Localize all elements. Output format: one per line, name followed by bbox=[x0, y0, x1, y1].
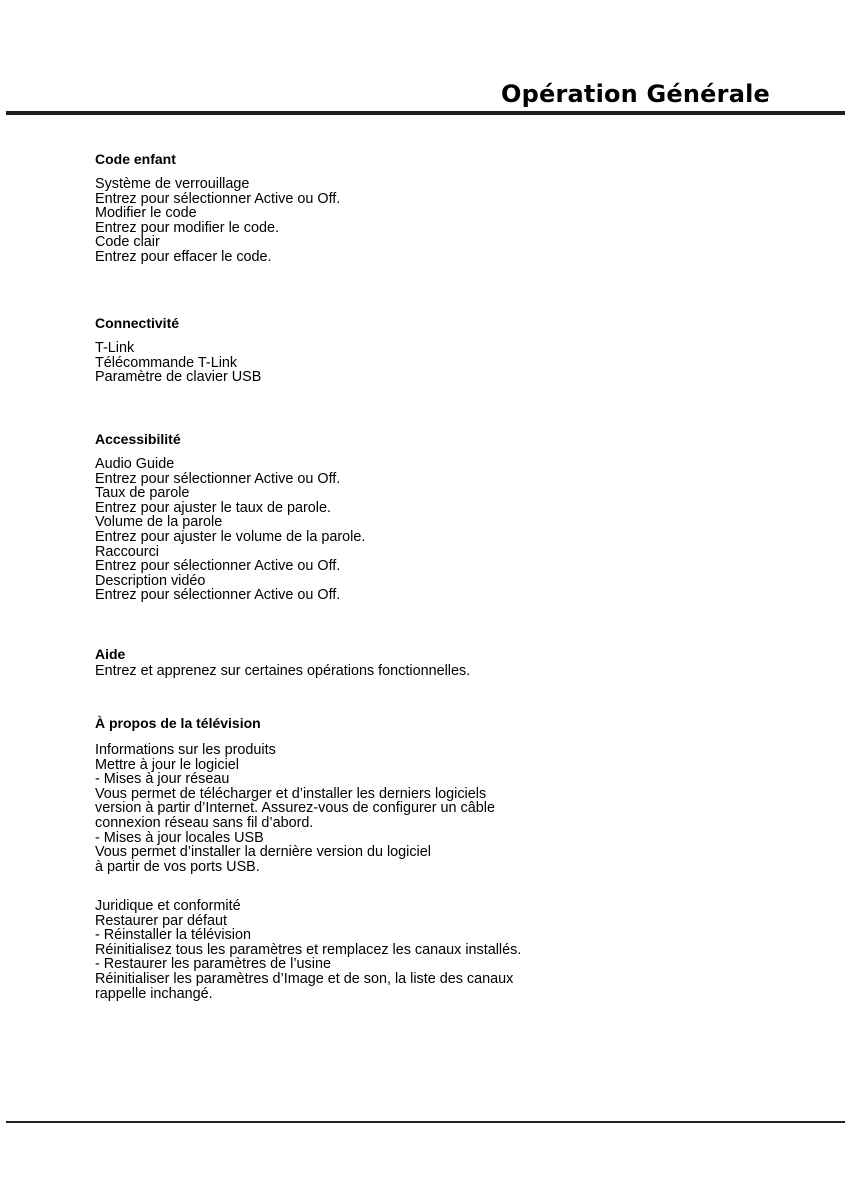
section-connectivite bbox=[95, 315, 815, 385]
text-line: Paramètre de clavier USB bbox=[95, 369, 262, 386]
text-line: Modifier le code bbox=[95, 205, 197, 222]
section-title-connectivite: Connectivité bbox=[95, 315, 180, 331]
section-juridique bbox=[95, 899, 815, 1001]
text-line: Informations sur les produits bbox=[95, 742, 276, 758]
section-code-enfant bbox=[95, 151, 815, 265]
page-title: Opération Générale bbox=[501, 80, 770, 108]
section-aide bbox=[95, 646, 815, 679]
text-line: version à partir d’Internet. Assurez-vous de configurer un câble bbox=[95, 800, 495, 817]
text-line: Entrez pour sélectionner Active ou Off. bbox=[95, 190, 341, 207]
text-line: Entrez pour ajuster le taux de parole. bbox=[95, 499, 331, 516]
text-line: - Réinstaller la télévision bbox=[95, 927, 251, 944]
footer-divider bbox=[6, 1121, 845, 1123]
text-line: Entrez pour sélectionner Active ou Off. bbox=[95, 587, 341, 604]
text-line: Système de verrouillage bbox=[95, 176, 250, 192]
section-a-propos bbox=[95, 715, 815, 874]
text-line: Télécommande T-Link bbox=[95, 354, 238, 371]
text-line: Juridique et conformité bbox=[95, 898, 241, 914]
text-line: Audio Guide bbox=[95, 456, 175, 472]
text-line: Vous permet de télécharger et d’installer les derniers logiciels bbox=[95, 785, 487, 802]
section-accessibilite bbox=[95, 431, 815, 603]
text-line: Vous permet d’installer la dernière version du logiciel bbox=[95, 844, 431, 861]
text-line: Taux de parole bbox=[95, 485, 190, 502]
text-line: connexion réseau sans fil d’abord. bbox=[95, 814, 314, 831]
text-line: Entrez et apprenez sur certaines opérations fonctionnelles. bbox=[95, 663, 471, 679]
text-line: Mettre à jour le logiciel bbox=[95, 756, 239, 773]
text-line: T-Link bbox=[95, 340, 135, 356]
text-line: Entrez pour effacer le code. bbox=[95, 248, 272, 265]
text-line: - Restaurer les paramètres de l’usine bbox=[95, 956, 331, 973]
section-title-accessibilite: Accessibilité bbox=[95, 431, 181, 447]
header-divider bbox=[6, 111, 845, 115]
text-line: Entrez pour sélectionner Active ou Off. bbox=[95, 470, 341, 487]
text-line: Entrez pour sélectionner Active ou Off. bbox=[95, 558, 341, 575]
text-line: rappelle inchangé. bbox=[95, 985, 213, 1002]
text-line: Description vidéo bbox=[95, 572, 206, 589]
text-line: à partir de vos ports USB. bbox=[95, 858, 260, 875]
text-line: Raccourci bbox=[95, 543, 159, 560]
text-line: Entrez pour ajuster le volume de la parole. bbox=[95, 528, 366, 545]
text-line: Entrez pour modifier le code. bbox=[95, 219, 279, 236]
text-line: - Mises à jour locales USB bbox=[95, 829, 264, 846]
text-line: - Mises à jour réseau bbox=[95, 771, 230, 788]
text-line: Réinitialiser les paramètres d’Image et de son, la liste des canaux bbox=[95, 970, 514, 987]
section-title-code-enfant: Code enfant bbox=[95, 151, 176, 167]
text-line: Code clair bbox=[95, 234, 160, 251]
section-title-aide: Aide bbox=[95, 646, 126, 662]
section-title-a-propos: À propos de la télévision bbox=[95, 715, 261, 731]
text-line: Volume de la parole bbox=[95, 514, 223, 531]
text-line: Réinitialisez tous les paramètres et remplacez les canaux installés. bbox=[95, 941, 522, 958]
text-line: Restaurer par défaut bbox=[95, 912, 227, 929]
